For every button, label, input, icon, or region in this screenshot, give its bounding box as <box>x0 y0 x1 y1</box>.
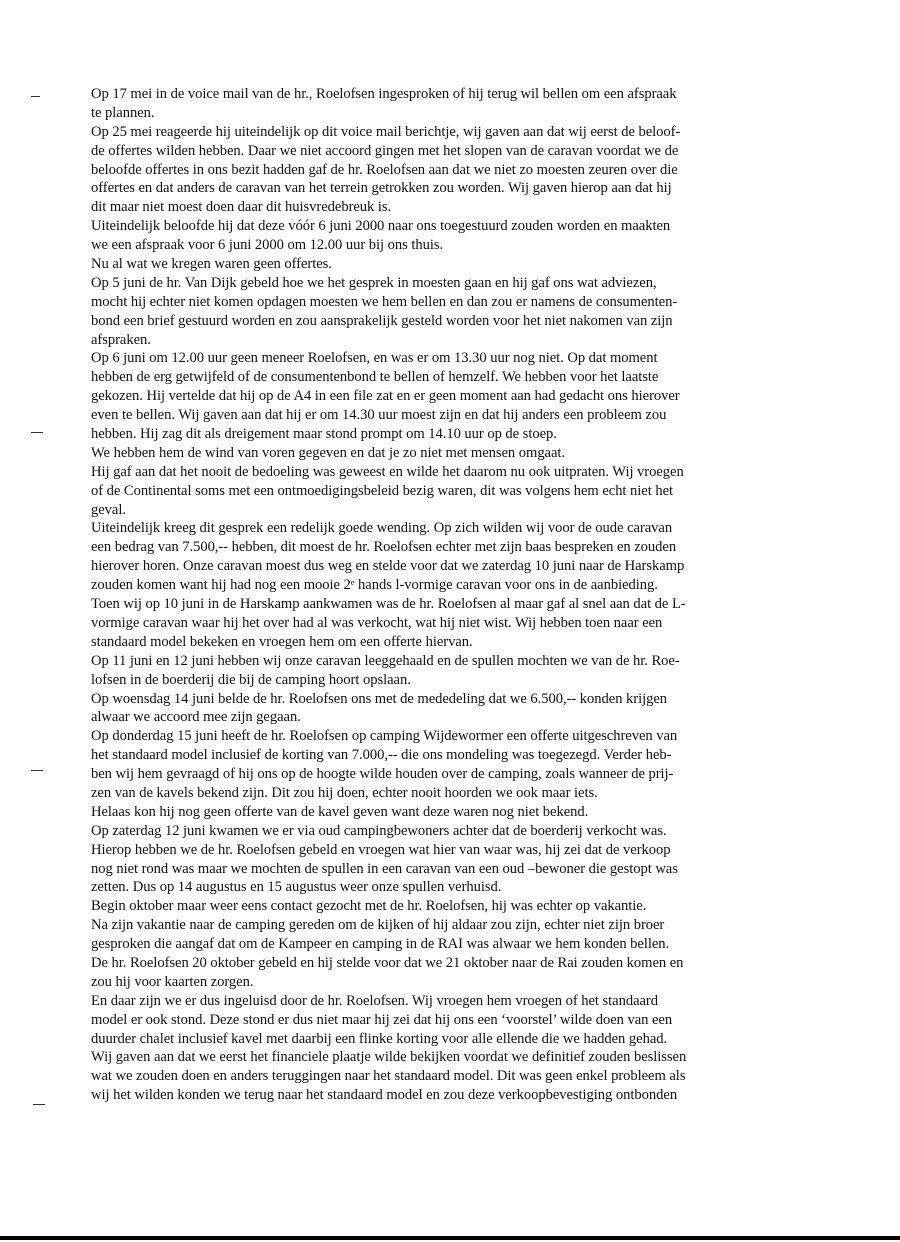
text-line: hebben de erg getwijfeld of de consumentenbond te bellen of hemzelf. We hebben voor het laatste <box>91 369 659 386</box>
margin-mark <box>31 96 40 97</box>
text-line: duurder chalet inclusief kavel met daarbij een flinke korting voor alle ellende die we hadden gehad. <box>91 1030 668 1047</box>
text-line: hebben. Hij zag dit als dreigement maar stond prompt om 14.10 uur op de stoep. <box>91 426 557 443</box>
text-line: Helaas kon hij nog geen offerte van de kavel geven want deze waren nog niet bekend. <box>91 803 589 820</box>
text-line: een bedrag van 7.500,-- hebben, dit moest de hr. Roelofsen echter met zijn baas bespreken en zouden <box>91 539 677 556</box>
text-line: mocht hij echter niet komen opdagen moesten we hem bellen en dan zou er namens de consumenten- <box>91 293 678 310</box>
text-line: De hr. Roelofsen 20 oktober gebeld en hij stelde voor dat we 21 oktober naar de Rai zouden komen en <box>91 954 684 971</box>
text-line: te plannen. <box>91 104 155 121</box>
text-line: nog niet rond was maar we mochten de spullen in een caravan van een oud –bewoner die gestopt was <box>91 860 678 877</box>
margin-mark <box>31 770 43 771</box>
text-line: zouden komen want hij had nog een mooie 2ᵉ hands l-vormige caravan voor ons in de aanbieding. <box>91 577 658 594</box>
text-line: even te bellen. Wij gaven aan dat hij er om 14.30 uur moest zijn en dat hij anders een probleem zou <box>91 407 667 424</box>
text-line: of de Continental soms met een ontmoedigingsbeleid bezig waren, dit was volgens hem echt niet het <box>91 482 674 499</box>
text-line: hierover horen. Onze caravan moest dus weg en stelde voor dat we zaterdag 10 juni naar de Harskamp <box>91 558 685 575</box>
text-line: model er ook stond. Deze stond er dus niet maar hij zei dat hij ons een ‘voorstel’ wilde doen van een <box>91 1011 673 1028</box>
text-line: Nu al wat we kregen waren geen offertes. <box>91 256 332 273</box>
text-line: het standaard model inclusief de korting van 7.000,-- die ons mondeling was toegezegd. Verder heb- <box>91 747 672 764</box>
text-line: Begin oktober maar weer eens contact gezocht met de hr. Roelofsen, hij was echter op vakantie. <box>91 898 647 915</box>
text-line: ben wij hem gevraagd of hij ons op de hoogte wilde houden over de camping, zoals wanneer de prij- <box>91 766 674 783</box>
text-line: Na zijn vakantie naar de camping gereden om de kijken of hij aldaar zou zijn, echter niet zijn broer <box>91 917 665 934</box>
text-line: Op donderdag 15 juni heeft de hr. Roelofsen op camping Wijdewormer een offerte uitgeschreven van <box>91 728 678 745</box>
text-line: gekozen. Hij vertelde dat hij op de A4 in een file zat en er geen moment aan had gedacht ons hierover <box>91 388 680 405</box>
text-line: Op 5 juni de hr. Van Dijk gebeld hoe we het gesprek in moesten gaan en hij gaf ons wat adviezen, <box>91 274 657 291</box>
text-line: afspraken. <box>91 331 151 348</box>
text-line: Wij gaven aan dat we eerst het financiele plaatje wilde bekijken voordat we definitief zouden beslissen <box>91 1049 687 1066</box>
text-line: We hebben hem de wind van voren gegeven en dat je zo niet met mensen omgaat. <box>91 444 566 461</box>
text-line: Op 6 juni om 12.00 uur geen meneer Roelofsen, en was er om 13.30 uur nog niet. Op dat moment <box>91 350 658 367</box>
text-line: wij het wilden konden we terug naar het standaard model en zou deze verkoopbevestiging ontbonden <box>91 1087 678 1104</box>
text-line: vormige caravan waar hij het over had al was verkocht, wat hij niet wist. Wij hebben toen naar een <box>91 614 663 631</box>
text-line: lofsen in de boerderij die bij de camping hoort opslaan. <box>91 671 411 688</box>
page-bottom-rule <box>0 1236 900 1240</box>
text-line: Op 11 juni en 12 juni hebben wij onze caravan leeggehaald en de spullen mochten we van de hr. Roe- <box>91 652 680 669</box>
text-line: Op 25 mei reageerde hij uiteindelijk op dit voice mail berichtje, wij gaven aan dat wij eerst de beloof- <box>91 123 681 140</box>
text-line: zetten. Dus op 14 augustus en 15 augustus weer onze spullen verhuisd. <box>91 879 502 896</box>
text-line: Hierop hebben we de hr. Roelofsen gebeld en vroegen wat hier van waar was, hij zei dat de verkoop <box>91 841 671 858</box>
text-line: Op 17 mei in de voice mail van de hr., Roelofsen ingesproken of hij terug wil bellen om een afspraak <box>91 86 677 102</box>
text-line: standaard model bekeken en vroegen hem om een offerte hiervan. <box>91 633 473 650</box>
margin-mark <box>31 432 43 433</box>
text-line: Hij gaf aan dat het nooit de bedoeling was geweest en wilde het daarom nu ook uitpraten. Wij vroegen <box>91 463 684 480</box>
text-line: zen van de kavels bekend zijn. Dit zou hij doen, echter nooit hoorden we ook maar iets. <box>91 784 598 801</box>
text-line: En daar zijn we er dus ingeluisd door de hr. Roelofsen. Wij vroegen hem vroegen of het standaard <box>91 992 658 1009</box>
text-line: alwaar we accoord mee zijn gegaan. <box>91 709 301 726</box>
text-line: de offertes wilden hebben. Daar we niet accoord gingen met het slopen van de caravan voordat we de <box>91 142 679 159</box>
text-line: dit maar niet moest doen daar dit huisvredebreuk is. <box>91 199 392 216</box>
text-line: zou hij voor kaarten zorgen. <box>91 973 254 990</box>
text-line: Op zaterdag 12 juni kwamen we er via oud campingbewoners achter dat de boerderij verkocht was. <box>91 822 667 839</box>
text-line: Op woensdag 14 juni belde de hr. Roelofsen ons met de mededeling dat we 6.500,-- konden krijgen <box>91 690 668 707</box>
text-line: offertes en dat anders de caravan van het terrein getrokken zou worden. Wij gaven hierop aan dat hij <box>91 180 672 197</box>
text-line: wat we zouden doen en anders teruggingen naar het standaard model. Dit was geen enkel probleem als <box>91 1068 686 1085</box>
text-line: Toen wij op 10 juni in de Harskamp aankwamen was de hr. Roelofsen al maar gaf al snel aan dat de L- <box>91 596 686 613</box>
text-line: beloofde offertes in ons bezit hadden gaf de hr. Roelofsen aan dat we niet zo moesten zeuren over die <box>91 161 678 178</box>
text-line: gesproken die aangaf dat om de Kampeer en camping in de RAI was alwaar we hem konden bellen. <box>91 936 670 953</box>
text-line: Uiteindelijk kreeg dit gesprek een redelijk goede wending. Op zich wilden wij voor de oude caravan <box>91 520 673 537</box>
margin-mark <box>33 1104 45 1105</box>
text-line: bond een brief gestuurd worden en zou aansprakelijk gesteld worden voor het niet nakomen van zijn <box>91 312 673 329</box>
text-line: Uiteindelijk beloofde hij dat deze vóór 6 juni 2000 naar ons toegestuurd zouden worden en maakten <box>91 218 671 235</box>
text-line: geval. <box>91 501 126 518</box>
text-line: we een afspraak voor 6 juni 2000 om 12.00 uur bij ons thuis. <box>91 237 444 254</box>
letter-body <box>91 85 791 1105</box>
